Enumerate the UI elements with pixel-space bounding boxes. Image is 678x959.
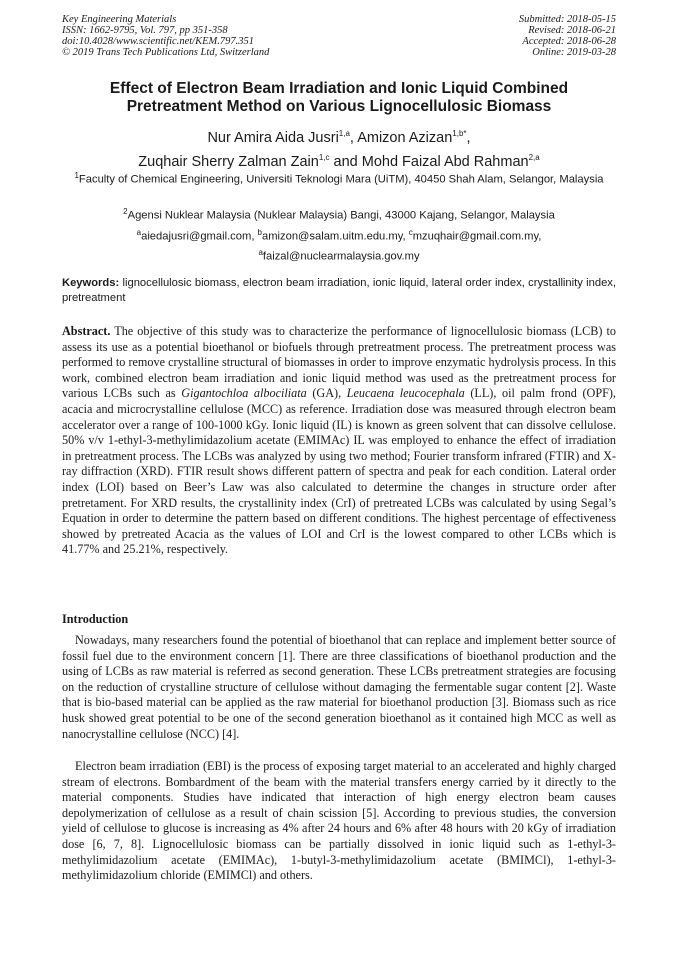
author-name: Zuqhair Sherry Zalman Zain — [138, 153, 319, 170]
author-sup: 1,c — [318, 152, 330, 162]
journal-name: Key Engineering Materials — [62, 14, 177, 25]
submitted-date: Submitted: 2018-05-15 — [518, 14, 616, 25]
revised-date: Revised: 2018-06-21 — [528, 25, 616, 36]
author-separator: , — [466, 129, 471, 146]
email-line-2 — [62, 245, 616, 265]
keywords — [62, 276, 616, 305]
email-link[interactable]: mzuqhair@gmail.com.my, — [412, 230, 542, 243]
section-heading-introduction: Introduction — [62, 612, 129, 626]
abstract — [62, 324, 616, 558]
abstract-text: (GA), — [306, 386, 347, 401]
doi[interactable]: doi:10.4028/www.scientific.net/KEM.797.351 — [62, 36, 254, 47]
email-link[interactable]: aiedajusri@gmail.com, — [141, 230, 258, 243]
accepted-date: Accepted: 2018-06-28 — [522, 36, 616, 47]
email-sup: c — [408, 228, 413, 237]
author-line-1 — [62, 124, 616, 148]
author-and: and — [329, 153, 362, 170]
email-sup: a — [136, 228, 142, 237]
species-name: Gigantochloa albociliata — [181, 386, 307, 401]
author-emails — [62, 225, 616, 264]
keywords-text: lignocellulosic biomass, electron beam irradiation, ionic liquid, lateral order index, crystallinity index, pretreatment — [62, 277, 616, 304]
author-name: Amizon Azizan — [357, 129, 453, 146]
dates — [519, 14, 616, 58]
email-line-1 — [62, 225, 616, 245]
title-line-1: Effect of Electron Beam Irradiation and Ionic Liquid Combined — [109, 80, 569, 97]
abstract-text: (LL), oil palm frond (OPF), acacia and microcrystalline cellulose (MCC) as reference. Irradiation dose was measured through electron beam accelerator over a range of 100-1000 kGy. Ionic liquid (IL) is known as green solvent that can dissolve cellulose. 50% v/v 1-ethyl-3-methylimidazolium acetate (EMIMAc) IL was employed to enhance the effect of irradiation in pretreatment process. The LCBs was analyzed by using two method; Fourier transform infrared (FTIR) and X-ray diffraction (XRD). FTIR result shows different pattern of spectra and peak for each condition. Lateral order index (LOI) based on Beer’s Law was also calculated to determine the changes in structure order after pretretament. For XRD results, the crystallinity index (CrI) of pretreated LCBs was calculated by using Segal’s Equation in order to determine the pattern based on different conditions. The highest percentage of effectiveness showed by pretreated Acacia as the values of LOI and CrI is the lowest compared to other LCBs which is 41.77% and 25.21%, respectively. — [62, 386, 616, 557]
author-separator: , — [349, 129, 358, 146]
species-name: Leucaena leucocephala — [346, 386, 465, 401]
author-sup: 1,b* — [452, 129, 467, 138]
online-date: Online: 2019-03-28 — [532, 47, 616, 58]
intro-paragraph-1: Nowadays, many researchers found the potential of bioethanol that can replace and implement better source of fossil fuel due to the environment concern [1]. There are three classifications of bioethanol production and the using of LCBs as raw material is referred as second generation. These LCBs pretreatment strategies are focusing on the reduction of crystalline structure of cellulose without damaging the fermentable sugar content [2]. Waste that is bio-based material can be applied as the raw material for bioethanol production [3]. Biomass such as rice husk showed great potential to be one of the second generation bioethanol as it contained high MCC as well as nanocrystalline cellulose (NCC) [4]. — [62, 633, 616, 741]
abstract-label: Abstract. — [62, 324, 111, 338]
author-name: Nur Amira Aida Jusri — [207, 129, 339, 146]
abstract-text: The objective of this study was to characterize the performance of lignocellulosic biomass (LCB) to assess its use as a potential bioethanol or biofuels through pretreatment process. The pretreatment process was performed to remove crystalline structural of biomasses in order to improve enzymatic hydrolysis process. In this work, combined electron beam irradiation and ionic liquid method was used as the pretreatment process for various LCBs such as — [62, 324, 616, 401]
affiliation-sup: 2 — [123, 207, 128, 216]
keywords-label: Keywords: — [62, 277, 120, 289]
email-sup: a — [258, 247, 263, 257]
author-list — [62, 124, 616, 172]
author-name: Mohd Faizal Abd Rahman — [361, 153, 529, 170]
affiliation-1 — [62, 168, 616, 188]
issn: ISSN: 1662-9795, Vol. 797, pp 351-358 — [62, 25, 228, 36]
affiliation-2 — [62, 204, 616, 224]
author-sup: 1,a — [338, 129, 350, 138]
author-sup: 2,a — [528, 152, 540, 162]
paper-title — [62, 80, 616, 116]
email-sup: b — [257, 228, 262, 237]
title-line-2: Pretreatment Method on Various Lignocellulosic Biomass — [126, 98, 552, 115]
copyright: © 2019 Trans Tech Publications Ltd, Switzerland — [62, 47, 270, 58]
email-link[interactable]: faizal@nuclearmalaysia.gov.my — [262, 250, 420, 263]
affiliation-text: Agensi Nuklear Malaysia (Nuklear Malaysia) Bangi, 43000 Kajang, Selangor, Malaysia — [127, 209, 555, 222]
affiliation-text: Faculty of Chemical Engineering, Universiti Teknologi Mara (UiTM), 40450 Shah Alam, Selangor, Malaysia — [78, 173, 604, 186]
email-link[interactable]: amizon@salam.uitm.edu.my, — [261, 230, 409, 243]
journal-info — [62, 14, 269, 58]
affiliation-sup: 1 — [74, 171, 79, 180]
intro-paragraph-2: Electron beam irradiation (EBI) is the process of exposing target material to an accelerated and highly charged stream of electrons. Bombardment of the beam with the material transfers energy carried by it directly to the material components. Studies have indicated that interaction of high energy electron beam causes depolymerization of cellulose as a result of chain scission [5]. According to previous studies, the conversion yield of cellulose to glucose is increasing as 4% after 24 hours and 6% after 48 hours with 20 kGy of irradiation dose [6, 7, 8]. Lignocellulosic biomass can be partially dissolved in ionic liquid such as 1-ethyl-3-methylimidazolium acetate (EMIMAc), 1-butyl-3-methylimidazolium acetate (BMIMCl), 1-ethyl-3-methylimidazolium chloride (EMIMCl) and others. — [62, 759, 616, 883]
